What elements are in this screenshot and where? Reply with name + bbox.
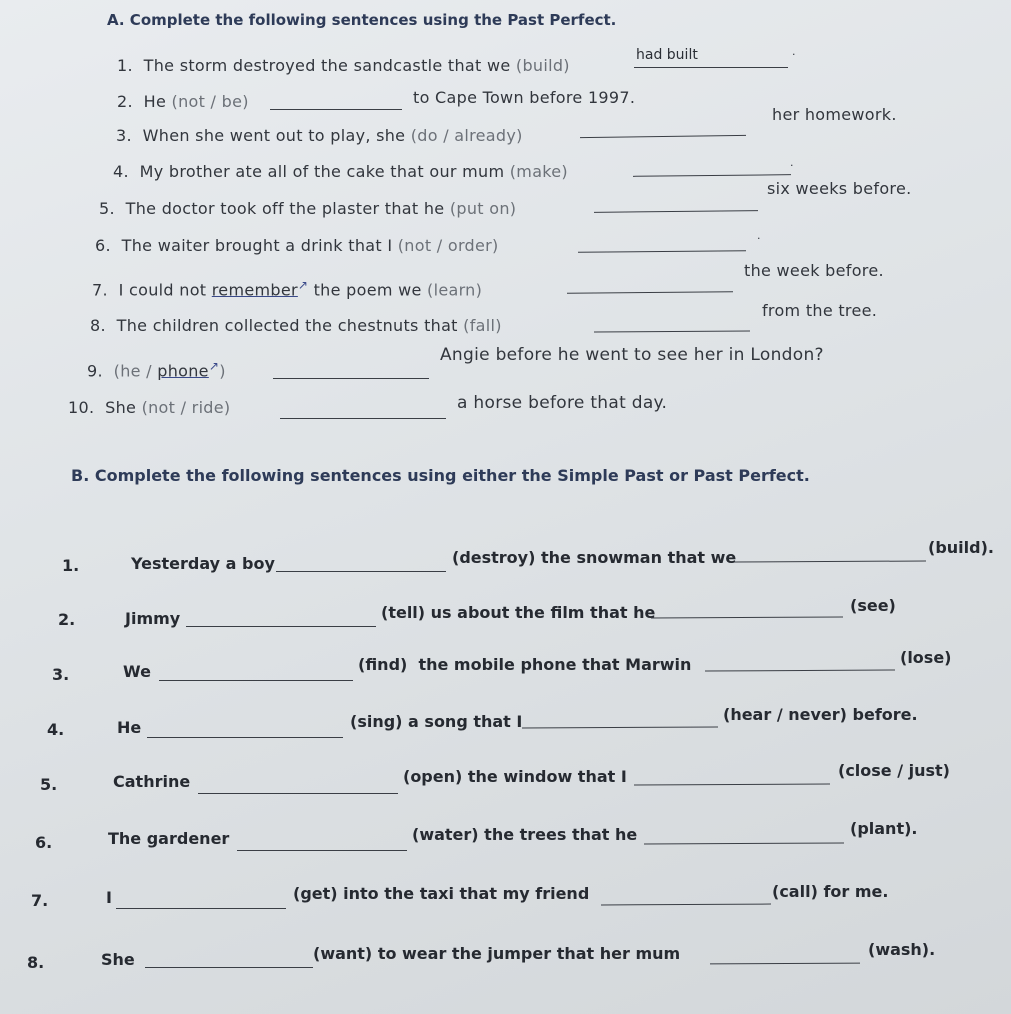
a-item-10-after: a horse before that day. [457, 393, 668, 413]
b-item-1-mid: (destroy) the snowman that we [452, 548, 737, 567]
b-item-3-blank-1[interactable] [159, 680, 353, 681]
b-item-7-subject: I [106, 888, 112, 907]
a-item-1-end: . [792, 45, 796, 58]
b-num-5: 5. [40, 775, 58, 794]
b-num-7: 7. [31, 891, 49, 910]
a-item-5-after: six weeks before. [767, 179, 912, 198]
b-item-8-end: (wash). [868, 940, 936, 959]
b-item-5-mid: (open) the window that I [403, 767, 627, 786]
a-item-1-answer: had built [636, 47, 698, 63]
b-item-5-subject: Cathrine [113, 772, 191, 791]
b-item-1-end: (build). [928, 538, 994, 557]
a-item-9-after: Angie before he went to see her in London? [440, 345, 824, 365]
b-item-3-end: (lose) [900, 648, 952, 667]
a-item-2-blank[interactable] [270, 109, 402, 110]
a-item-6: 6. The waiter brought a drink that I (not / order) [95, 236, 499, 255]
b-item-2-subject: Jimmy [125, 609, 181, 628]
b-item-2-end: (see) [850, 596, 896, 615]
b-item-3-subject: We [123, 662, 151, 681]
b-item-6-mid: (water) the trees that he [412, 825, 638, 844]
a-item-10: 10. She (not / ride) [68, 398, 231, 417]
a-item-3-after: her homework. [772, 105, 897, 124]
b-item-2-mid: (tell) us about the film that he [381, 603, 656, 622]
b-item-4-end: (hear / never) before. [723, 705, 918, 724]
a-item-9-blank[interactable] [273, 378, 429, 379]
section-a-heading: A. Complete the following sentences using the Past Perfect. [107, 11, 617, 29]
b-num-6: 6. [35, 833, 53, 852]
a-item-8-blank[interactable] [594, 330, 750, 332]
b-item-8-mid: (want) to wear the jumper that her mum [313, 944, 681, 963]
b-item-4-blank-1[interactable] [147, 737, 343, 738]
phone-link[interactable]: phone [157, 361, 209, 381]
b-item-1-subject: Yesterday a boy [131, 554, 275, 573]
b-item-3-blank-2[interactable] [705, 670, 895, 672]
a-item-9: 9. (he / phone↗) [87, 359, 226, 381]
b-item-7-mid: (get) into the taxi that my friend [293, 884, 590, 903]
b-num-1: 1. [62, 556, 80, 575]
a-item-5: 5. The doctor took off the plaster that he (put on) [99, 199, 517, 218]
b-item-6-blank-1[interactable] [237, 850, 407, 851]
b-item-6-end: (plant). [850, 819, 918, 838]
a-item-8-after: from the tree. [762, 301, 878, 320]
external-link-icon: ↗ [297, 278, 309, 292]
a-item-3-blank[interactable] [580, 135, 746, 138]
a-item-1: 1. The storm destroyed the sandcastle that we (build) [117, 56, 570, 75]
b-item-7-end: (call) for me. [772, 882, 889, 901]
a-item-4-blank[interactable] [633, 174, 791, 177]
section-b-heading: B. Complete the following sentences using either the Simple Past or Past Perfect. [71, 466, 810, 485]
a-item-7: 7. I could not remember↗ the poem we (learn) [92, 278, 483, 300]
external-link-icon: ↗ [208, 359, 220, 373]
b-item-4-subject: He [117, 718, 142, 737]
b-item-8-blank-2[interactable] [710, 963, 860, 965]
a-item-3: 3. When she went out to play, she (do / already) [116, 126, 523, 145]
a-item-7-blank[interactable] [567, 291, 733, 293]
remember-link[interactable]: remember [211, 280, 298, 300]
b-item-6-subject: The gardener [108, 829, 230, 848]
b-item-4-mid: (sing) a song that I [350, 712, 523, 731]
b-item-1-blank-1[interactable] [276, 571, 446, 572]
a-item-7-after: the week before. [744, 261, 884, 280]
b-item-4-blank-2[interactable] [522, 726, 718, 728]
a-item-2-after: to Cape Town before 1997. [413, 88, 636, 107]
b-item-7-blank-2[interactable] [601, 904, 771, 906]
a-item-5-blank[interactable] [594, 210, 758, 213]
a-item-6-end: . [757, 229, 761, 242]
b-num-2: 2. [58, 610, 76, 629]
b-item-5-blank-1[interactable] [198, 793, 398, 794]
a-item-8: 8. The children collected the chestnuts that (fall) [90, 316, 502, 335]
b-item-3-mid: (find) the mobile phone that Marwin [358, 655, 692, 674]
b-item-6-blank-2[interactable] [644, 842, 844, 844]
b-item-8-subject: She [101, 950, 135, 969]
a-item-4-end: . [790, 156, 794, 169]
b-num-3: 3. [52, 665, 70, 684]
b-item-5-blank-2[interactable] [634, 783, 830, 785]
b-num-4: 4. [47, 720, 65, 739]
b-item-8-blank-1[interactable] [145, 967, 313, 968]
a-item-10-blank[interactable] [280, 418, 446, 419]
b-item-7-blank-1[interactable] [116, 908, 286, 909]
a-item-2: 2. He (not / be) [117, 92, 249, 111]
a-item-4: 4. My brother ate all of the cake that our mum (make) [113, 162, 568, 181]
b-item-5-end: (close / just) [838, 761, 950, 780]
b-item-2-blank-1[interactable] [186, 626, 376, 627]
b-item-2-blank-2[interactable] [651, 616, 843, 618]
a-item-6-blank[interactable] [578, 250, 746, 252]
b-item-1-blank-2[interactable] [734, 560, 926, 562]
a-item-1-blank[interactable] [634, 67, 788, 68]
b-num-8: 8. [27, 953, 45, 972]
